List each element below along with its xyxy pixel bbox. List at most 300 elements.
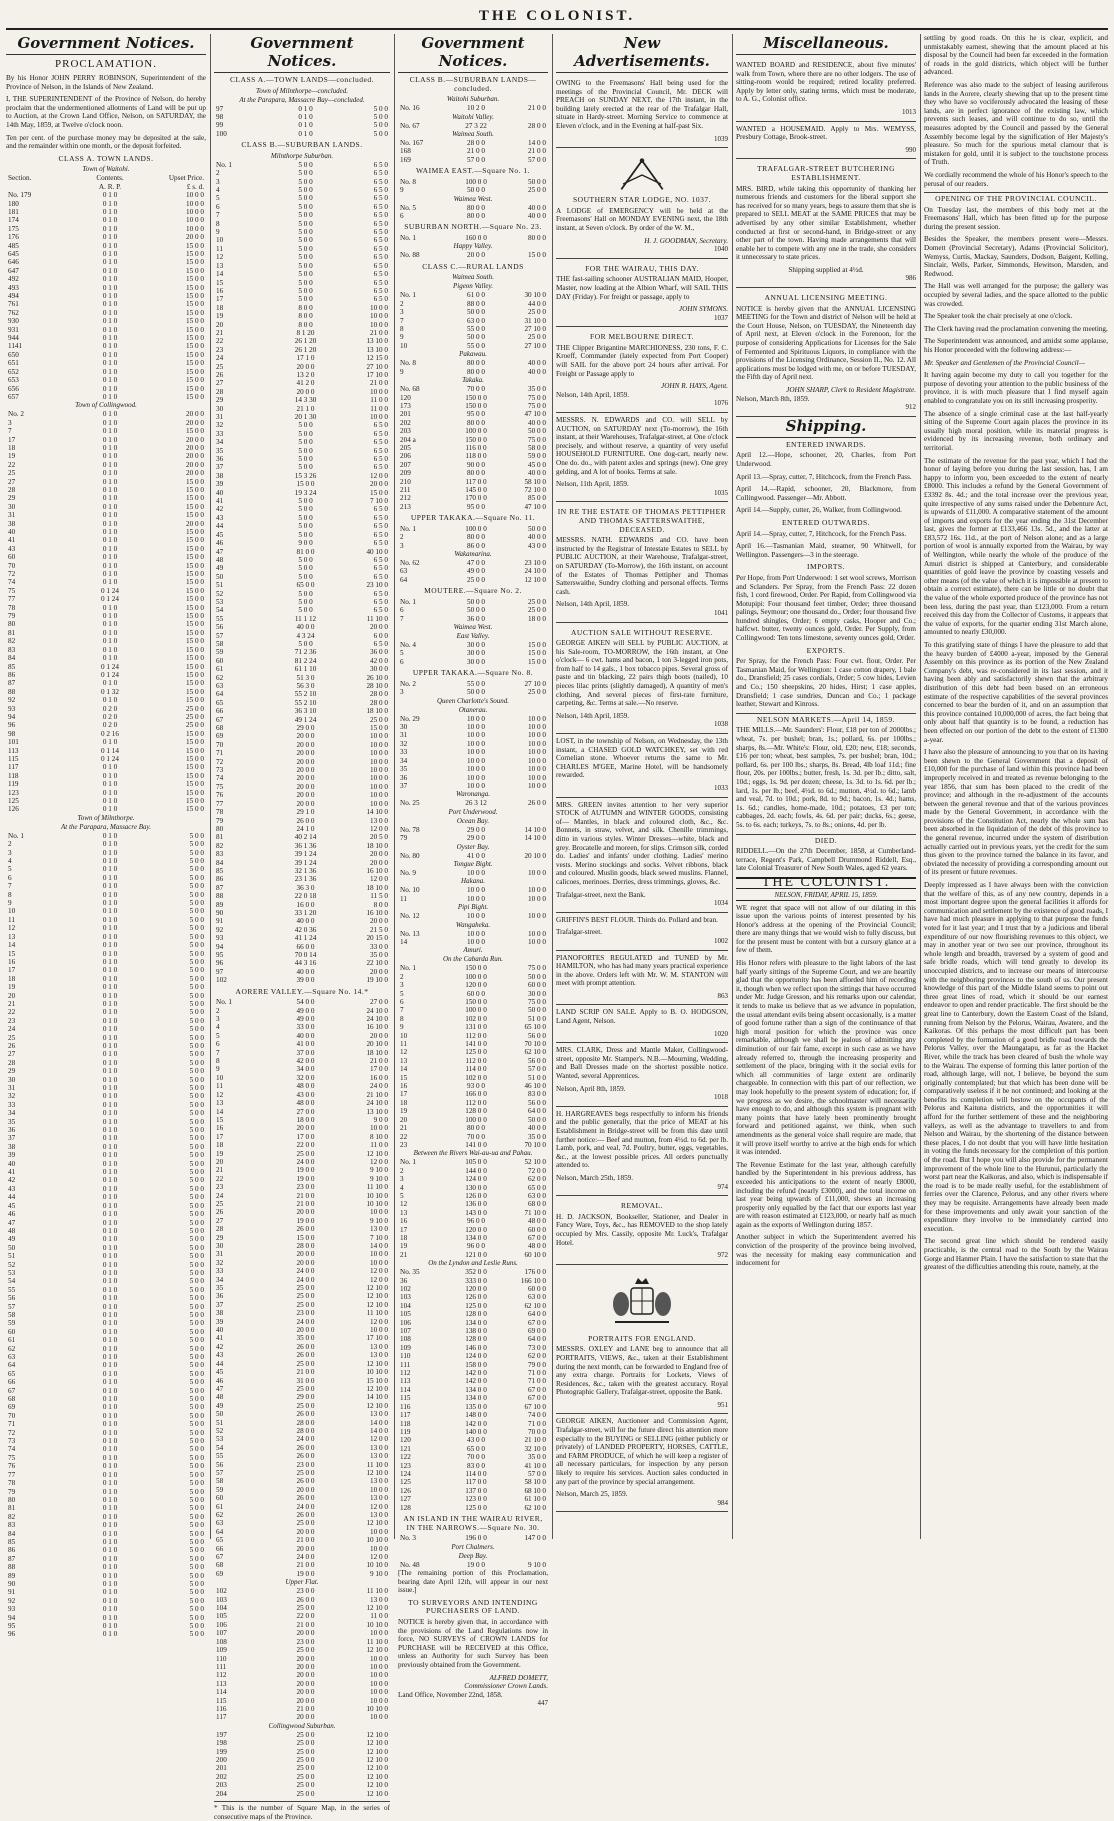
district-heading: AN ISLAND IN THE WAIRAU RIVER, IN THE NARROWS.—Square No. 30. [403,1513,543,1532]
editorial-masthead: THE COLONIST. [736,877,916,889]
article-paragraph: Besides the Speaker, the members present were—Messrs. Domett (Provincial Secretary), Adams (Provincial Solicitor), Wemyss, Curtis, Mackay, Saunders, Dodson, Baigent, Kelling, Sinclair, Wells, Parker, Simmonds, Hewitson, Marsden, and Redwood. [924,235,1108,278]
lot-contents: 19 3 24 [294,488,317,497]
lot-section: 63 [216,682,224,690]
lot-contents: 0 1 0 [102,536,118,545]
lot-section: 95 [216,951,224,959]
lot-price: 6 5 0 [373,438,388,447]
lot-section: 91 [8,1588,16,1597]
table-row [214,640,390,648]
lot-price: 5 0 0 [189,882,204,891]
lot-price: 5 0 0 [189,1058,204,1067]
ad-date: Nelson, 14th April, 1859. [556,711,630,720]
lot-section: 54 [8,1277,16,1286]
lot-price: 5 0 0 [189,1134,204,1143]
table-row [214,1612,390,1620]
lot-section: 87 [8,1554,16,1563]
lot-section: 55 [8,1285,16,1294]
table-row [214,1116,390,1124]
lot-contents: 39 1 24 [294,850,317,859]
ad-text: OWING to the Freemasons' Hall being used for the meetings of the Provincial Council, Mr. DECK will PREACH on SUNDAY NEXT, the 17th instant, in the building lately erected at the rear of the Trafalgar Hall, situate in Hardy-street. Morning Service to commence at Eleven o'clock, and in the Evening at half-past Six. [556,79,728,130]
lot-contents: 0 1 0 [102,1495,118,1504]
section-heading: New Advertisements. [556,34,728,73]
lot-contents: 81 2 24 [294,656,317,665]
lot-price: 62 10 0 [524,1048,546,1057]
lot-section: 6 [400,998,404,1006]
lot-price: 40 0 0 [528,212,546,221]
lot-section: 13 [216,1099,224,1108]
table-row [6,444,206,452]
shipping-subhead: ENTERED OUTWARDS. [781,517,871,527]
lot-contents: 0 1 0 [102,1294,118,1303]
lot-section: 78 [216,808,224,817]
lot-section: 38 [8,519,16,528]
lot-section: No. 1 [400,597,416,606]
lot-contents: 0 1 0 [102,1613,118,1622]
table-row [214,447,390,455]
lot-contents: 0 1 0 [102,1151,118,1160]
table-row [6,780,206,788]
lot-section: 77 [8,1470,16,1479]
lot-contents: 0 1 0 [102,890,118,899]
table-row [6,478,206,486]
lot-section: 18 [8,974,16,983]
lot-contents: 0 1 0 [102,1084,118,1092]
lot-section: 43 [216,513,224,522]
lot-price: 6 5 0 [373,219,388,228]
lot-section: 90 [8,1579,16,1588]
lot-contents: 0 1 0 [102,1252,118,1261]
table-row [6,1345,206,1353]
lot-price: 5 0 0 [189,1596,204,1605]
table-row [214,934,390,942]
table-row [214,220,390,228]
advertisement [556,951,728,1006]
ad-ref: 1034 [714,899,728,908]
lot-price: 10 0 0 [186,216,204,225]
table-row [6,1496,206,1504]
lot-section: 65 [216,1536,224,1545]
lot-contents: 150 0 0 [465,964,487,973]
lot-contents: 23 0 0 [296,1587,315,1596]
lot-price: 10 10 0 [366,1704,388,1713]
lot-section: 103 [216,1595,227,1604]
section-heading: Shipping. [736,417,916,438]
lot-contents: 126 0 0 [465,1191,487,1200]
lot-contents: 20 0 0 [296,1629,315,1638]
lot-contents: 5 0 0 [298,463,313,472]
lot-section: 72 [8,570,16,579]
lot-section: 2 [400,1166,404,1175]
lot-price: 9 10 0 [370,1166,388,1175]
lot-table [398,869,548,877]
lot-price: 6 5 0 [373,270,388,279]
lot-price: 24 10 0 [366,1099,388,1108]
lot-contents: 146 0 0 [465,1343,487,1352]
table-row [398,1065,548,1073]
ad-note: Shipping supplied at 4½d. [788,265,864,274]
lot-section: 45 [216,530,224,539]
lot-price: 10 0 0 [370,1654,388,1663]
lot-contents: 0 1 0 [102,949,118,958]
table-row [398,964,548,972]
table-row [398,452,548,460]
lot-price: 15 0 0 [186,578,204,587]
lot-contents: 5 0 0 [298,160,313,169]
table-row [214,1217,390,1225]
table-row [6,1580,206,1588]
lot-contents: 0 1 0 [102,1437,118,1446]
lot-section: 11 [216,1082,223,1091]
table-row [398,1082,548,1090]
lot-contents: 47 0 0 [467,559,485,567]
lot-contents: 0 1 0 [102,1453,118,1462]
table-row [398,731,548,739]
table-row [398,1386,548,1394]
table-row [6,688,206,696]
lot-price: 5 0 0 [189,949,204,958]
lot-section: 56 [8,1294,16,1303]
lot-table [398,359,548,376]
table-row [6,1261,206,1269]
lot-price: 15 0 0 [186,679,204,688]
table-row [214,1259,390,1267]
lot-contents: 0 1 0 [102,1285,118,1294]
lot-contents: 0 1 0 [298,121,313,130]
lot-section: 6 [216,1040,220,1049]
class-title: CLASS A. TOWN LANDS. [58,153,154,163]
lot-section: 15 [400,1073,408,1082]
table-row [214,1284,390,1292]
lot-contents: 83 0 0 [467,1461,485,1470]
table-row [214,455,390,463]
proclamation-title: PROCLAMATION. [55,58,157,70]
lot-price: 176 0 0 [524,1268,546,1277]
lot-contents: 120 0 0 [465,1225,487,1234]
town-heading: Town of Waitohi. [82,165,130,174]
lot-contents: 23 0 0 [296,1309,315,1318]
lot-contents: 31 0 0 [296,1376,315,1385]
lot-section: 212 [400,494,411,503]
surveyors-title: TO SURVEYORS AND INTENDING PURCHASERS OF LAND. [408,1597,538,1616]
lot-contents: 49 0 0 [296,1015,315,1024]
lot-contents: 0 2 0 [102,721,118,730]
lot-contents: 20 0 0 [296,362,315,371]
lot-price: 21 10 0 [524,1436,546,1445]
table-row [6,713,206,721]
table-row [6,419,206,427]
lot-table [214,1731,390,1798]
lot-price: 20 15 0 [366,934,388,943]
lot-price: 10 10 0 [366,1620,388,1629]
lot-contents: 20 0 0 [296,1208,315,1217]
table-row [6,1143,206,1151]
lot-price: 11 0 0 [370,1141,388,1150]
lot-section: 97 [216,967,224,976]
lot-section: No. 167 [400,139,424,147]
lot-section: No. 1 [216,160,232,169]
lot-table [214,998,390,1578]
lot-price: 24 0 0 [370,1082,388,1091]
table-row [214,312,390,320]
lot-price: 15 0 0 [186,292,204,301]
lot-contents: 24 0 0 [296,1502,315,1511]
table-row [214,279,390,287]
lot-price: 15 0 0 [186,612,204,621]
table-row [398,1023,548,1031]
lot-contents: 10 0 0 [467,723,485,732]
table-row [214,892,390,900]
table-row [214,337,390,345]
lot-contents: 80 0 0 [467,469,485,478]
lot-section: 198 [216,1739,227,1748]
table-row [6,671,206,679]
lot-contents: 10 0 0 [467,929,485,938]
table-row [398,139,548,147]
table-row [398,1487,548,1495]
table-row [398,1361,548,1369]
lot-contents: 55 0 0 [467,341,485,350]
table-row [398,826,548,834]
lot-section: 93 [216,934,224,943]
table-row [214,690,390,698]
lot-contents: 10 0 0 [467,765,485,774]
proclamation-terms: Ten per cent. of the purchase money may be deposited at the sale, and the remainder within one month, or the deposit forfeited. [6,133,206,151]
table-row [214,598,390,606]
lot-section: 70 [8,1411,16,1420]
table-row [398,1561,548,1569]
lot-price: 5 0 0 [189,873,204,882]
table-row [214,1040,390,1048]
lot-price: 5 0 0 [373,129,388,138]
lot-contents: 0 1 0 [102,1268,118,1277]
lot-price: 5 0 0 [189,915,204,924]
lot-contents: 36 3 0 [296,883,315,892]
table-row [6,797,206,805]
table-row [6,216,206,224]
lot-contents: 54 0 0 [296,998,315,1007]
lot-price: 5 0 0 [189,1546,204,1555]
lot-contents: 14 3 30 [294,396,317,405]
lot-price: 10 0 0 [370,757,388,766]
lot-section: 12 [216,253,224,262]
lot-contents: 0 1 0 [102,477,118,486]
table-row [6,1126,206,1134]
table-row [398,1057,548,1065]
lot-price: 32 10 0 [524,1444,546,1453]
lot-section: No. 8 [400,359,416,368]
lot-section: 117 [216,1713,227,1722]
lot-section: 173 [400,401,411,410]
lot-contents: 50 0 0 [467,606,485,615]
lot-price: 12 0 0 [370,1435,388,1444]
table-row [214,1528,390,1536]
district-subheading: Waimea South. [452,130,494,138]
lot-price: 50 0 0 [528,1006,546,1015]
lot-contents: 50 0 0 [467,597,485,606]
lot-contents: 121 0 0 [465,1250,487,1259]
table-row [6,612,206,620]
ad-text: MESSRS. OXLEY and LANE beg to announce that all PORTRAITS, VIEWS, &c., taken at their Establishment during the next month, can be forwarded to England free of any extra charge. Portraits for Lockets, Views of Residences, &c., taken with the greatest accuracy. Royal Photographic Gallery, Trafalgar-street, opposite the Bank. [556,1345,728,1397]
lot-section: 42 [216,1342,224,1351]
table-row [214,1596,390,1604]
table-row [214,741,390,749]
lot-contents: 15 0 0 [296,1233,315,1242]
article-paragraph: The Superintendent was announced, and amidst some applause, his Honor proceeded with the following address:— [924,337,1108,354]
lot-section: 110 [400,1352,411,1361]
lot-contents: 25 0 0 [296,1781,315,1790]
lot-contents: 0 1 0 [102,485,118,494]
table-row [214,1175,390,1183]
column-divider [394,34,395,1539]
table-row [6,1504,206,1512]
lot-section: 21 [400,1124,408,1133]
lot-contents: 25 0 0 [296,1519,315,1528]
table-row [6,317,206,325]
lot-section: 94 [8,1613,16,1622]
table-row [214,951,390,959]
lot-section: 87 [216,883,224,892]
advertisement [556,798,728,913]
lot-section: 53 [216,597,224,606]
advertisement [556,502,728,622]
lot-contents: 51 3 0 [296,673,315,682]
table-row [6,494,206,502]
lot-price: 15 0 0 [528,657,546,666]
lot-price: 27 10 0 [366,362,388,371]
lot-section: 10 [216,236,224,245]
lot-section: 69 [216,732,224,741]
lot-contents: 19 0 0 [296,1216,315,1225]
table-row [6,1042,206,1050]
table-row [6,832,206,840]
lot-section: 8 [216,219,220,228]
lot-price: 11 10 0 [366,1460,388,1469]
lot-section: 9 [400,1023,404,1032]
class-continued: CLASS A.—TOWN LANDS—concluded. [229,75,375,84]
table-row [6,528,206,536]
lot-section: No. 2 [8,410,24,419]
table-row [6,891,206,899]
lot-table [398,1268,548,1512]
lot-price: 12 0 0 [370,471,388,480]
lot-price: 25 0 0 [528,606,546,615]
table-row [6,342,206,350]
lot-price: 13 0 0 [370,1511,388,1519]
lot-section: 95 [8,1622,16,1630]
lot-contents: 25 0 0 [296,1764,315,1773]
ad-text: WANTED a HOUSEMAID. Apply to Mrs. WEMYSS, Presbury Cottage, Brook-street. [736,124,916,142]
table-row [214,867,390,875]
lot-contents: 25 0 0 [296,1401,315,1410]
table-row [6,1176,206,1184]
table-row [6,587,206,595]
table-row [398,598,548,606]
lot-contents: 30 0 0 [467,649,485,658]
table-row [214,1267,390,1275]
district-subheading: Pipi Bight. [457,903,489,912]
table-row [6,738,206,746]
lot-section: 31 [400,731,408,740]
lot-price: 5 0 0 [189,1067,204,1076]
lot-price: 10 10 0 [366,1199,388,1208]
lot-price: 6 5 0 [373,513,388,522]
lot-section: 73 [8,1437,16,1446]
lot-price: 12 0 0 [370,1502,388,1511]
table-row [6,1429,206,1437]
lot-contents: 0 1 0 [102,418,118,427]
lot-price: 5 0 0 [189,1369,204,1378]
lot-section: 85 [8,662,16,671]
lot-contents: 21 0 0 [296,1620,315,1629]
article-paragraph: To this gratifying state of things I have the pleasure to add that the heavy burden of £4000 a-year, imposed by the General Assembly on this province as its portion of the New Zealand Company's debt, was re-considered in its last session, and it having been ably and satisfactorily shewn that the arbitrary distribution of this debt had been based on an erroneous estimate of the respective capabilities of the several provinces concerned to bear the burden of it, and on an assumption that this province contained 10,000,000 of acres, the fact being that only about half that quantity is to be found, a reduction has been effected on our portion of the debt to the extent of £1300 a-year. [924,641,1108,744]
lot-section: 16 [8,957,16,966]
lot-price: 15 0 0 [186,283,204,292]
address-salutation: Mr. Speaker and Gentlemen of the Provincial Council— [924,358,1086,367]
lot-section: 23 [8,1016,16,1025]
table-row [6,705,206,713]
table-row [214,1108,390,1116]
table-row [6,1252,206,1260]
lot-section: 27 [216,379,224,388]
lot-price: 6 5 0 [373,253,388,262]
lot-section: No. 1 [400,1158,416,1167]
header-contents: Contents. [96,174,124,183]
column-divider [920,34,921,1539]
lot-contents: 25 0 0 [296,1604,315,1613]
lot-price: 14 10 0 [366,1393,388,1402]
lot-section: 7 [400,1006,404,1015]
column-3 [398,34,548,1708]
table-row [398,576,548,584]
lot-section: 38 [216,471,224,480]
lot-section: 23 [216,345,224,354]
table-row [214,1292,390,1300]
lot-price: 30 0 0 [370,665,388,674]
lot-contents: 0 1 0 [102,1579,118,1588]
lot-contents: 0 1 0 [102,1277,118,1286]
lot-price: 12 10 0 [366,1468,388,1477]
table-row [214,354,390,362]
lot-section: 10 [400,341,408,350]
lot-price: 21 5 0 [370,925,388,934]
lot-price: 40 10 0 [366,547,388,556]
lot-contents: 145 0 0 [465,485,487,494]
table-row [6,326,206,334]
lot-section: 120 [400,1436,411,1445]
column-4 [556,34,728,1539]
lot-section: 28 [216,387,224,396]
table-row [6,950,206,958]
lot-table [6,410,206,814]
table-row [398,930,548,938]
town-heading: Town of Milnthorpe—concluded. [255,86,349,95]
lot-price: 15 0 0 [186,620,204,629]
lot-price: 6 5 0 [373,236,388,245]
lot-price: 12 10 0 [366,1755,388,1764]
table-row [398,1310,548,1318]
lot-contents: 0 1 0 [102,991,118,1000]
lot-section: 52 [216,1426,224,1435]
table-row [398,1470,548,1478]
lot-section: 26 [216,370,224,379]
lot-section: 45 [8,1201,16,1210]
lot-price: 64 0 0 [528,1310,546,1319]
lot-section: 81 [8,1504,16,1513]
lot-section: 23 [400,1140,408,1149]
lot-section: 94 [8,712,16,721]
table-row [214,371,390,379]
lot-table [214,161,390,985]
